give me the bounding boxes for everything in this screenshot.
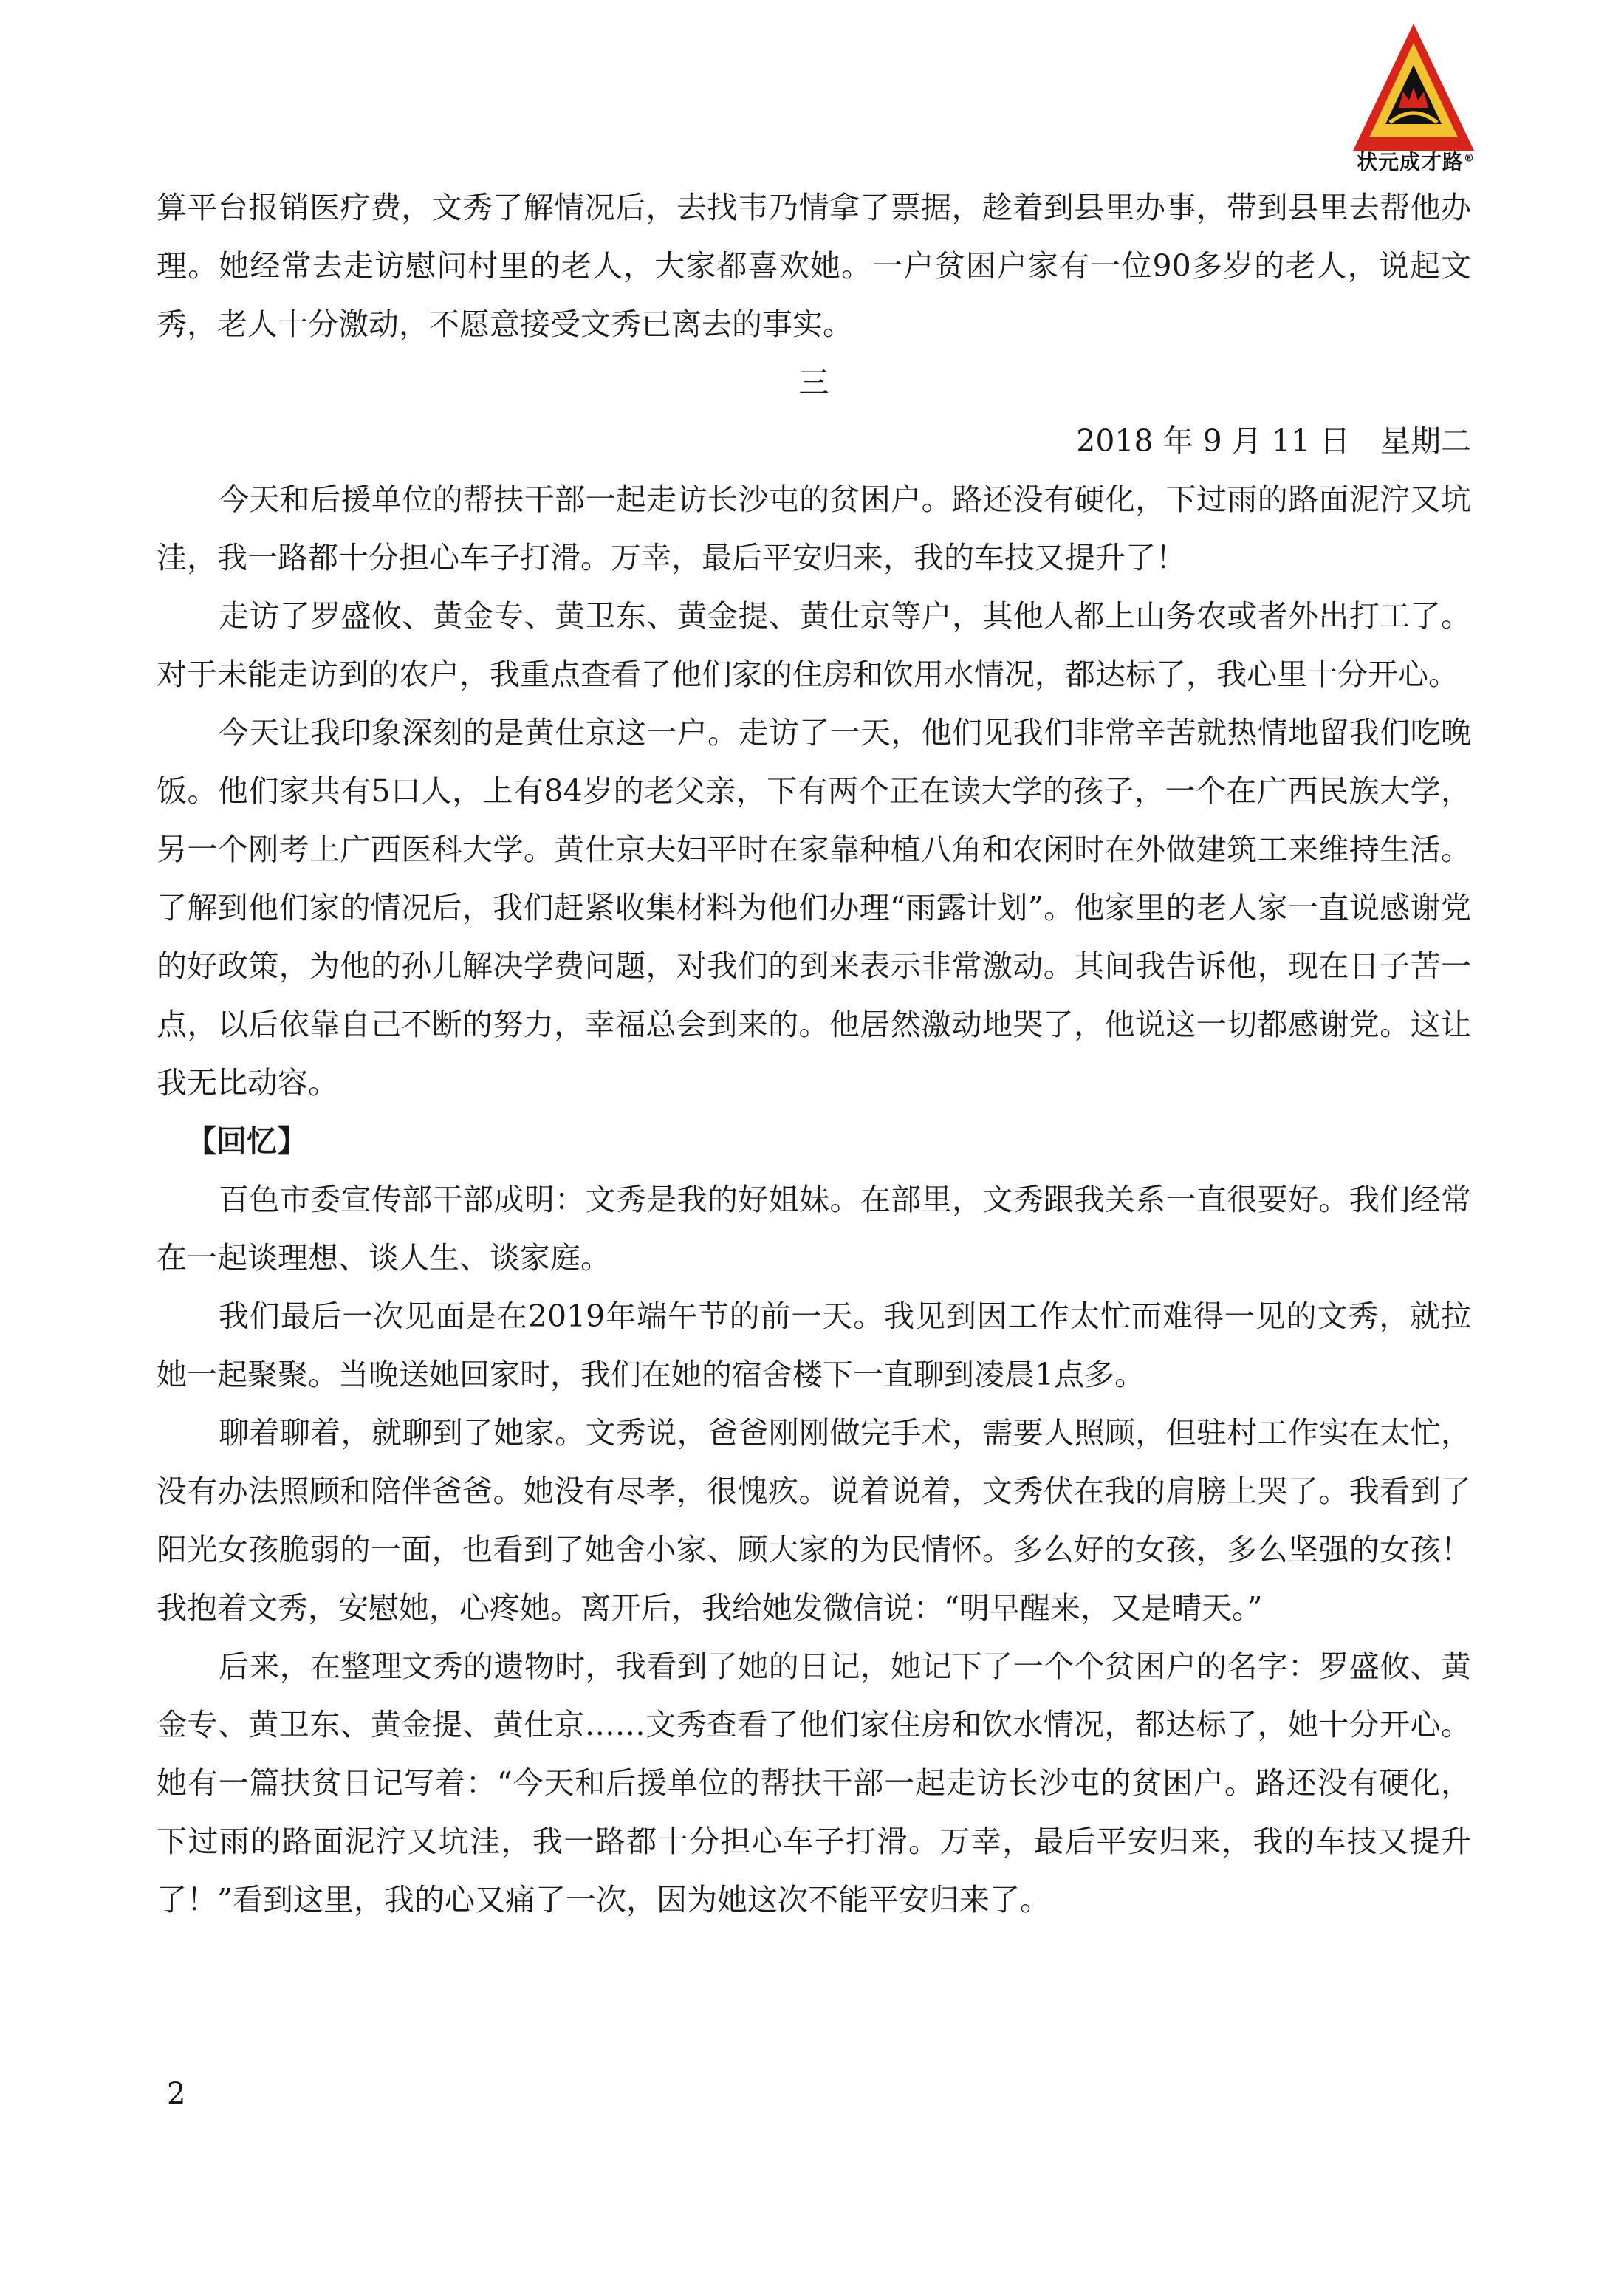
continued-paragraph: 算平台报销医疗费，文秀了解情况后，去找韦乃情拿了票据，趁着到县里办事，带到县里去帮他办理。她经常去走访慰问村里的老人，大家都喜欢她。一户贫困户家有一位90多岁的老人，说起文秀，老人十分激动，不愿意接受文秀已离去的事实。 (157, 190, 1471, 342)
memory-paragraph: 我们最后一次见面是在2019年端午节的前一天。我见到因工作太忙而难得一见的文秀，就拉她一起聚聚。当晚送她回家时，我们在她的宿舍楼下一直聊到凌晨1点多。 (157, 1298, 1471, 1392)
memory-paragraph: 聊着聊着，就聊到了她家。文秀说，爸爸刚刚做完手术，需要人照顾，但驻村工作实在太忙，没有办法照顾和陪伴爸爸。她没有尽孝，很愧疚。说着说着，文秀伏在我的肩膀上哭了。我看到了阳光女孩脆弱的一面，也看到了她舍小家、顾大家的为民情怀。多么好的女孩，多么坚强的女孩！我抱着文秀，安慰她，心疼她。离开后，我给她发微信说：“明早醒来，又是晴天。” (157, 1415, 1471, 1626)
diary-paragraph: 今天和后援单位的帮扶干部一起走访长沙屯的贫困户。路还没有硬化，下过雨的路面泥泞又坑洼，我一路都十分担心车子打滑。万幸，最后平安归来，我的车技又提升了！ (157, 482, 1471, 575)
triangle-crown-icon (1350, 21, 1477, 154)
memory-paragraph: 百色市委宣传部干部成明：文秀是我的好姐妹。在部里，文秀跟我关系一直很要好。我们经常在一起谈理想、谈人生、谈家庭。 (157, 1182, 1471, 1276)
page-body (157, 179, 1471, 1929)
logo-text: 状元成才路® (1356, 150, 1475, 174)
publisher-logo (1350, 21, 1477, 154)
diary-date: 2018 年 9 月 11 日 星期二 (1076, 423, 1471, 459)
section-number: 三 (798, 365, 829, 400)
memory-heading: 【回忆】 (186, 1123, 307, 1159)
page-number: 2 (167, 2077, 186, 2111)
memory-paragraph: 后来，在整理文秀的遗物时，我看到了她的日记，她记下了一个个贫困户的名字：罗盛攸、黄金专、黄卫东、黄金提、黄仕京……文秀查看了他们家住房和饮水情况，都达标了，她十分开心。她有一篇扶贫日记写着：“今天和后援单位的帮扶干部一起走访长沙屯的贫困户。路还没有硬化，下过雨的路面泥泞又坑洼，我一路都十分担心车子打滑。万幸，最后平安归来，我的车技又提升了！”看到这里，我的心又痛了一次，因为她这次不能平安归来了。 (157, 1649, 1471, 1917)
diary-paragraph: 走访了罗盛攸、黄金专、黄卫东、黄金提、黄仕京等户，其他人都上山务农或者外出打工了。对于未能走访到的农户，我重点查看了他们家的住房和饮用水情况，都达标了，我心里十分开心。 (157, 598, 1471, 692)
diary-paragraph: 今天让我印象深刻的是黄仕京这一户。走访了一天，他们见我们非常辛苦就热情地留我们吃晚饭。他们家共有5口人，上有84岁的老父亲，下有两个正在读大学的孩子，一个在广西民族大学，另一个刚考上广西医科大学。黄仕京夫妇平时在家靠种植八角和农闲时在外做建筑工来维持生活。了解到他们家的情况后，我们赶紧收集材料为他们办理“雨露计划”。他家里的老人家一直说感谢党的好政策，为他的孙儿解决学费问题，对我们的到来表示非常激动。其间我告诉他，现在日子苦一点，以后依靠自己不断的努力，幸福总会到来的。他居然激动地哭了，他说这一切都感谢党。这让我无比动容。 (157, 715, 1471, 1101)
